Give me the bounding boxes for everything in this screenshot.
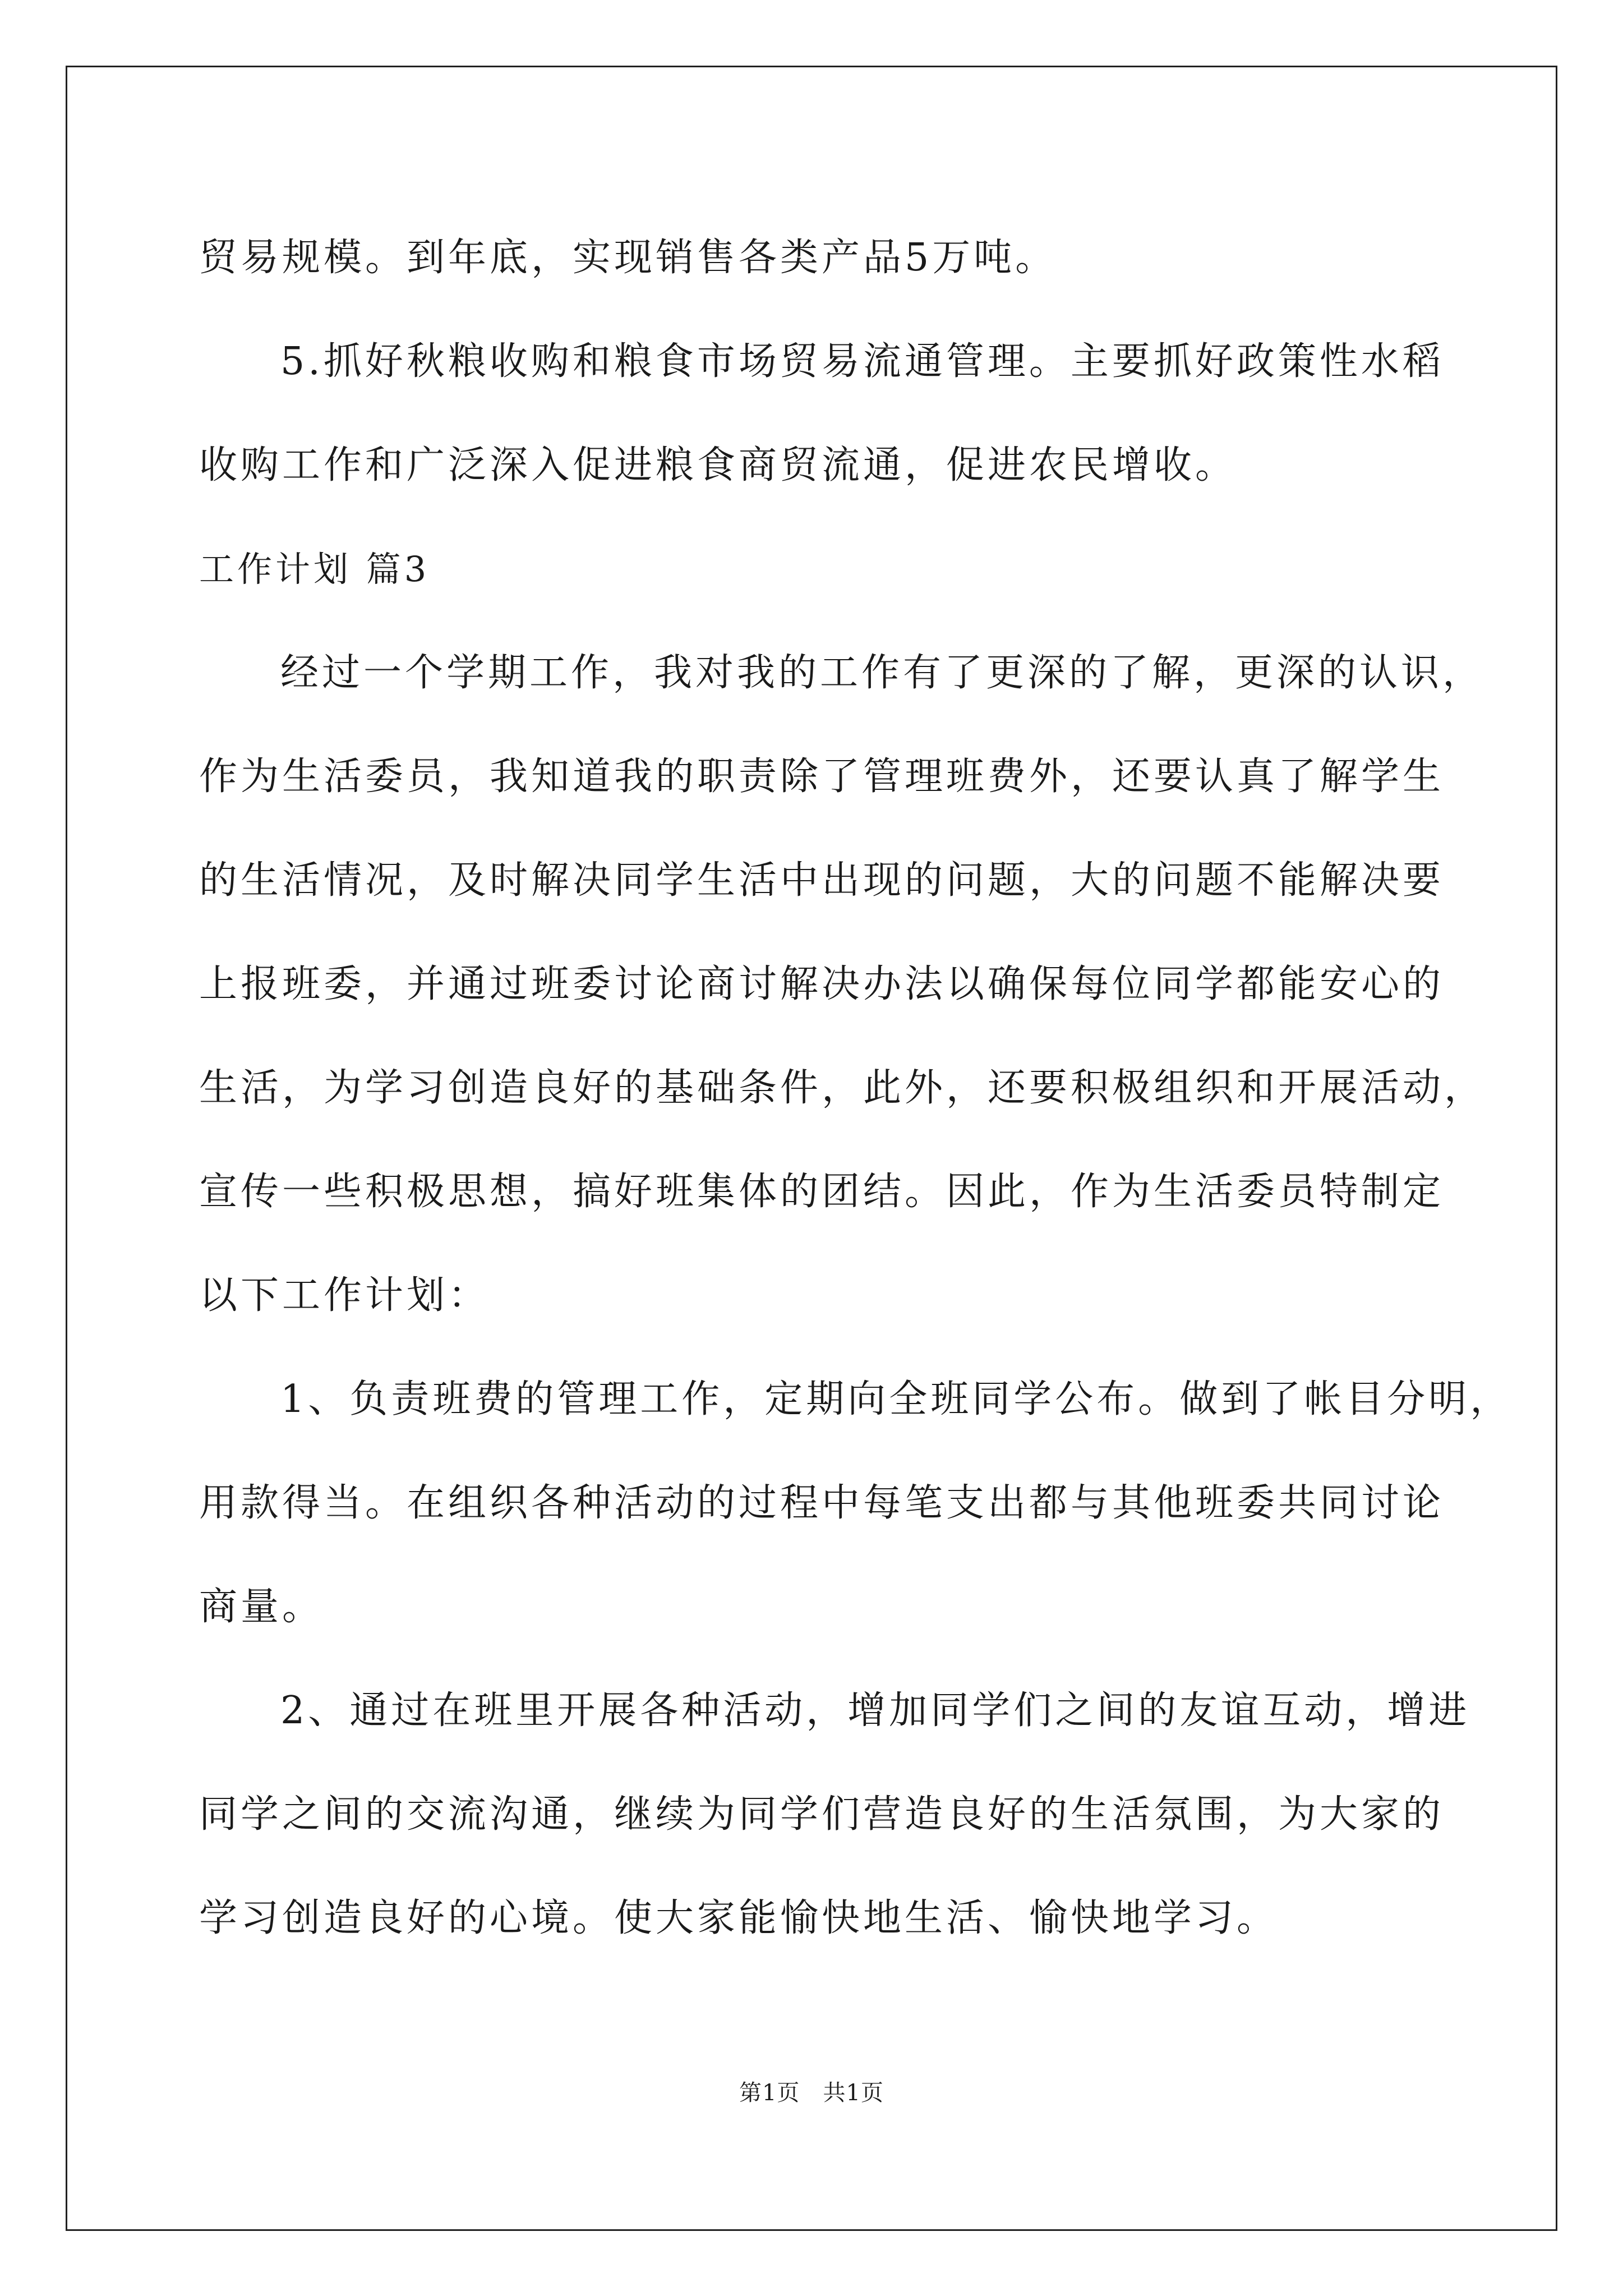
text-line-8: 生活，为学习创造良好的基础条件，此外，还要积极组织和开展活动，	[199, 1066, 1486, 1110]
text-line-7: 上报班委，并通过班委讨论商讨解决办法以确保每位同学都能安心的	[199, 962, 1445, 1006]
text-line-2: 5.抓好秋粮收购和粮食市场贸易流通管理。主要抓好政策性水稻	[280, 339, 1444, 384]
section-heading: 工作计划 篇3	[199, 549, 430, 590]
page-footer: 第1页 共1页	[739, 2080, 884, 2106]
text-line-1: 贸易规模。到年底，实现销售各类产品5万吨。	[199, 236, 1057, 280]
text-line-9: 宣传一些积极思想，搞好班集体的团结。因此，作为生活委员特制定	[199, 1170, 1445, 1214]
text-line-4: 经过一个学期工作，我对我的工作有了更深的了解，更深的认识，	[280, 651, 1484, 695]
text-line-6: 的生活情况，及时解决同学生活中出现的问题，大的问题不能解决要	[199, 858, 1445, 903]
text-line-14: 2、通过在班里开展各种活动，增加同学们之间的友谊互动，增进	[280, 1688, 1470, 1733]
text-line-10: 以下工作计划：	[199, 1273, 490, 1318]
text-line-3: 收购工作和广泛深入促进粮食商贸流通，促进农民增收。	[199, 443, 1237, 487]
text-line-16: 学习创造良好的心境。使大家能愉快地生活、愉快地学习。	[199, 1896, 1279, 1940]
text-line-12: 用款得当。在组织各种活动的过程中每笔支出都与其他班委共同讨论	[199, 1481, 1445, 1525]
text-line-13: 商量。	[199, 1585, 324, 1629]
text-line-5: 作为生活委员，我知道我的职责除了管理班费外，还要认真了解学生	[199, 754, 1445, 799]
text-line-11: 1、负责班费的管理工作，定期向全班同学公布。做到了帐目分明，	[280, 1377, 1512, 1421]
text-line-15: 同学之间的交流沟通，继续为同学们营造良好的生活氛围，为大家的	[199, 1792, 1445, 1837]
